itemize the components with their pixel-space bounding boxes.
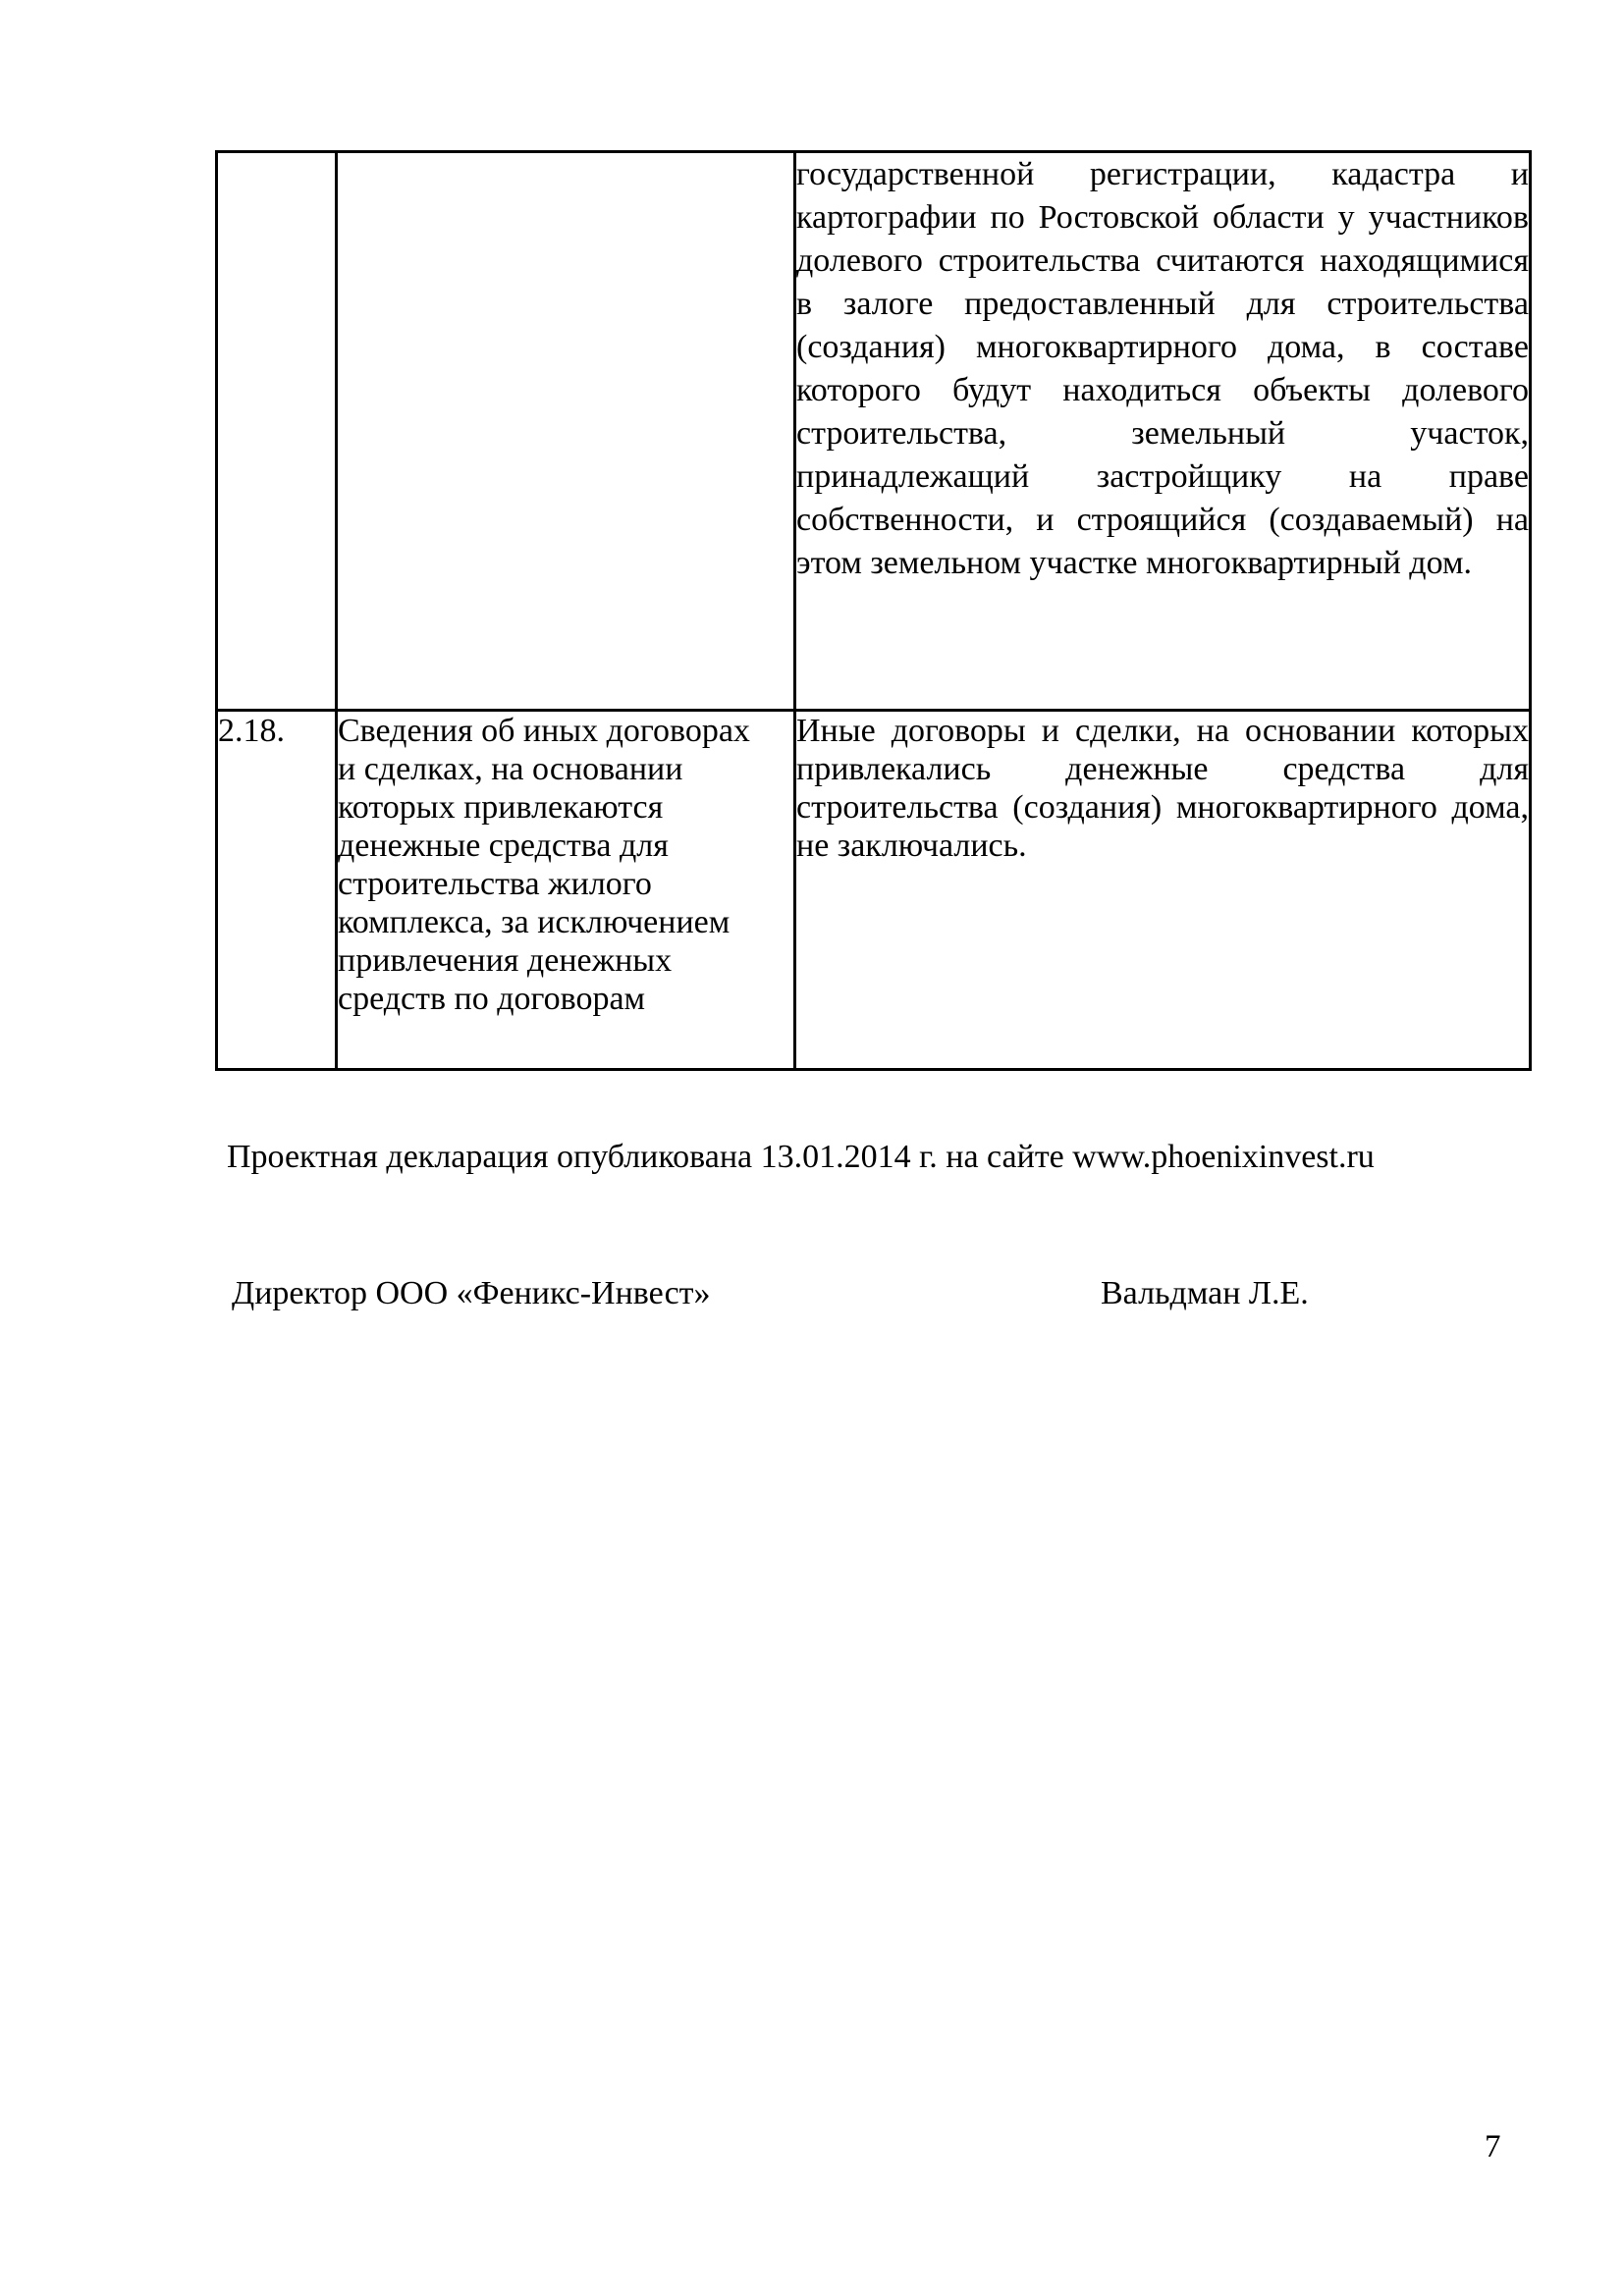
row-number-cell: 2.18. xyxy=(217,711,337,1070)
text-line: этом земельном участке многоквартирный дом. xyxy=(796,545,1472,581)
text-line: денежные средства для xyxy=(338,828,669,864)
text-line: долевого строительства считаются находящимися xyxy=(796,242,1529,279)
text-line: привлекались денежные средства для xyxy=(796,751,1529,787)
declaration-table xyxy=(215,150,1532,1071)
text-line: Сведения об иных договорах xyxy=(338,713,750,749)
row-value-cell xyxy=(795,152,1531,711)
page-number: 7 xyxy=(1485,2129,1501,2164)
text-line: государственной регистрации, кадастра и xyxy=(796,156,1529,192)
row-number-cell xyxy=(217,152,337,711)
text-line: Иные договоры и сделки, на основании которых xyxy=(796,713,1529,749)
text-line: строительства жилого xyxy=(338,866,652,902)
director-name: Вальдман Л.Е. xyxy=(1101,1275,1309,1311)
text-line: привлечения денежных xyxy=(338,942,673,979)
text-line: средств по договорам xyxy=(338,981,646,1017)
text-line: строительства, земельный участок, xyxy=(796,415,1529,452)
row-label-cell xyxy=(337,711,795,1070)
text-line: комплекса, за исключением xyxy=(338,904,731,940)
signature-row xyxy=(0,1273,1624,1316)
text-line: собственности, и строящийся (создаваемый) на xyxy=(796,502,1529,538)
row-label-cell xyxy=(337,152,795,711)
director-title: Директор ООО «Феникс-Инвест» xyxy=(232,1275,711,1311)
text-line: картографии по Ростовской области у участников xyxy=(796,199,1529,236)
text-line: которого будут находиться объекты долевого xyxy=(796,372,1529,408)
text-line: которых привлекаются xyxy=(338,789,664,826)
table-row-2-18 xyxy=(217,711,1531,1070)
row-value-cell xyxy=(795,711,1531,1070)
table-row-continuation xyxy=(217,152,1531,711)
text-line: (создания) многоквартирного дома, в составе xyxy=(796,329,1529,365)
text-line: не заключались. xyxy=(796,828,1027,864)
text-line: и сделках, на основании xyxy=(338,751,683,787)
text-line: в залоге предоставленный для строительства xyxy=(796,286,1529,322)
text-line: принадлежащий застройщику на праве xyxy=(796,458,1529,495)
publication-statement: Проектная декларация опубликована 13.01.2014 г. на сайте www.phoenixinvest.ru xyxy=(227,1139,1375,1175)
text-line: строительства (создания) многоквартирного дома, xyxy=(796,789,1529,826)
